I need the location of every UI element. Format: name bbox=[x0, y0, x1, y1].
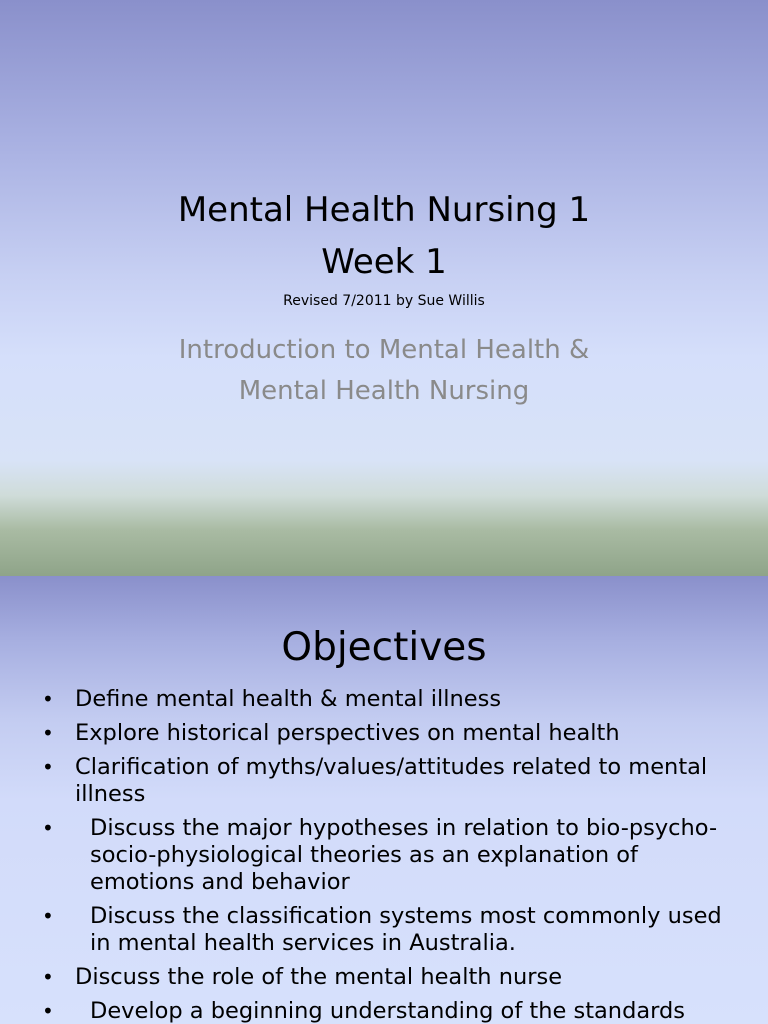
bullet-icon: • bbox=[42, 904, 54, 928]
title-line-2: Week 1 bbox=[321, 242, 447, 282]
subtitle-line-1: Introduction to Mental Health & bbox=[178, 335, 590, 365]
objective-text: Explore historical perspectives on mental health bbox=[75, 720, 620, 746]
subtitle-line-2: Mental Health Nursing bbox=[238, 376, 530, 406]
objectives-slide bbox=[0, 576, 768, 1024]
objective-item bbox=[0, 998, 768, 1024]
revision-note: Revised 7/2011 by Sue Willis bbox=[283, 293, 485, 309]
objective-text: Discuss the major hypotheses in relation to bio-psycho-socio-physiological theories as an explanation of emotions and behavior bbox=[90, 815, 718, 895]
bullet-icon: • bbox=[42, 965, 54, 989]
objectives-list bbox=[0, 686, 768, 1024]
title-line-1: Mental Health Nursing 1 bbox=[177, 190, 591, 230]
objective-item bbox=[0, 720, 768, 747]
objective-text: Discuss the classification systems most commonly used in mental health services in Australia. bbox=[90, 903, 722, 956]
objectives-title: Objectives bbox=[281, 625, 487, 670]
bullet-icon: • bbox=[42, 816, 54, 840]
bullet-icon: • bbox=[42, 755, 54, 779]
objective-text: Discuss the role of the mental health nurse bbox=[75, 964, 563, 990]
slide-subtitle bbox=[0, 330, 768, 412]
bullet-icon: • bbox=[42, 999, 54, 1023]
objective-item bbox=[0, 903, 768, 957]
objective-item bbox=[0, 754, 768, 808]
objective-item bbox=[0, 964, 768, 991]
bullet-icon: • bbox=[42, 721, 54, 745]
objective-item bbox=[0, 815, 768, 896]
objective-text: Develop a beginning understanding of the standards bbox=[90, 998, 685, 1024]
objective-text: Define mental health & mental illness bbox=[75, 686, 502, 712]
objective-text: Clarification of myths/values/attitudes related to mental illness bbox=[75, 754, 708, 807]
bullet-icon: • bbox=[42, 687, 54, 711]
objective-item bbox=[0, 686, 768, 713]
slide-title bbox=[0, 184, 768, 312]
